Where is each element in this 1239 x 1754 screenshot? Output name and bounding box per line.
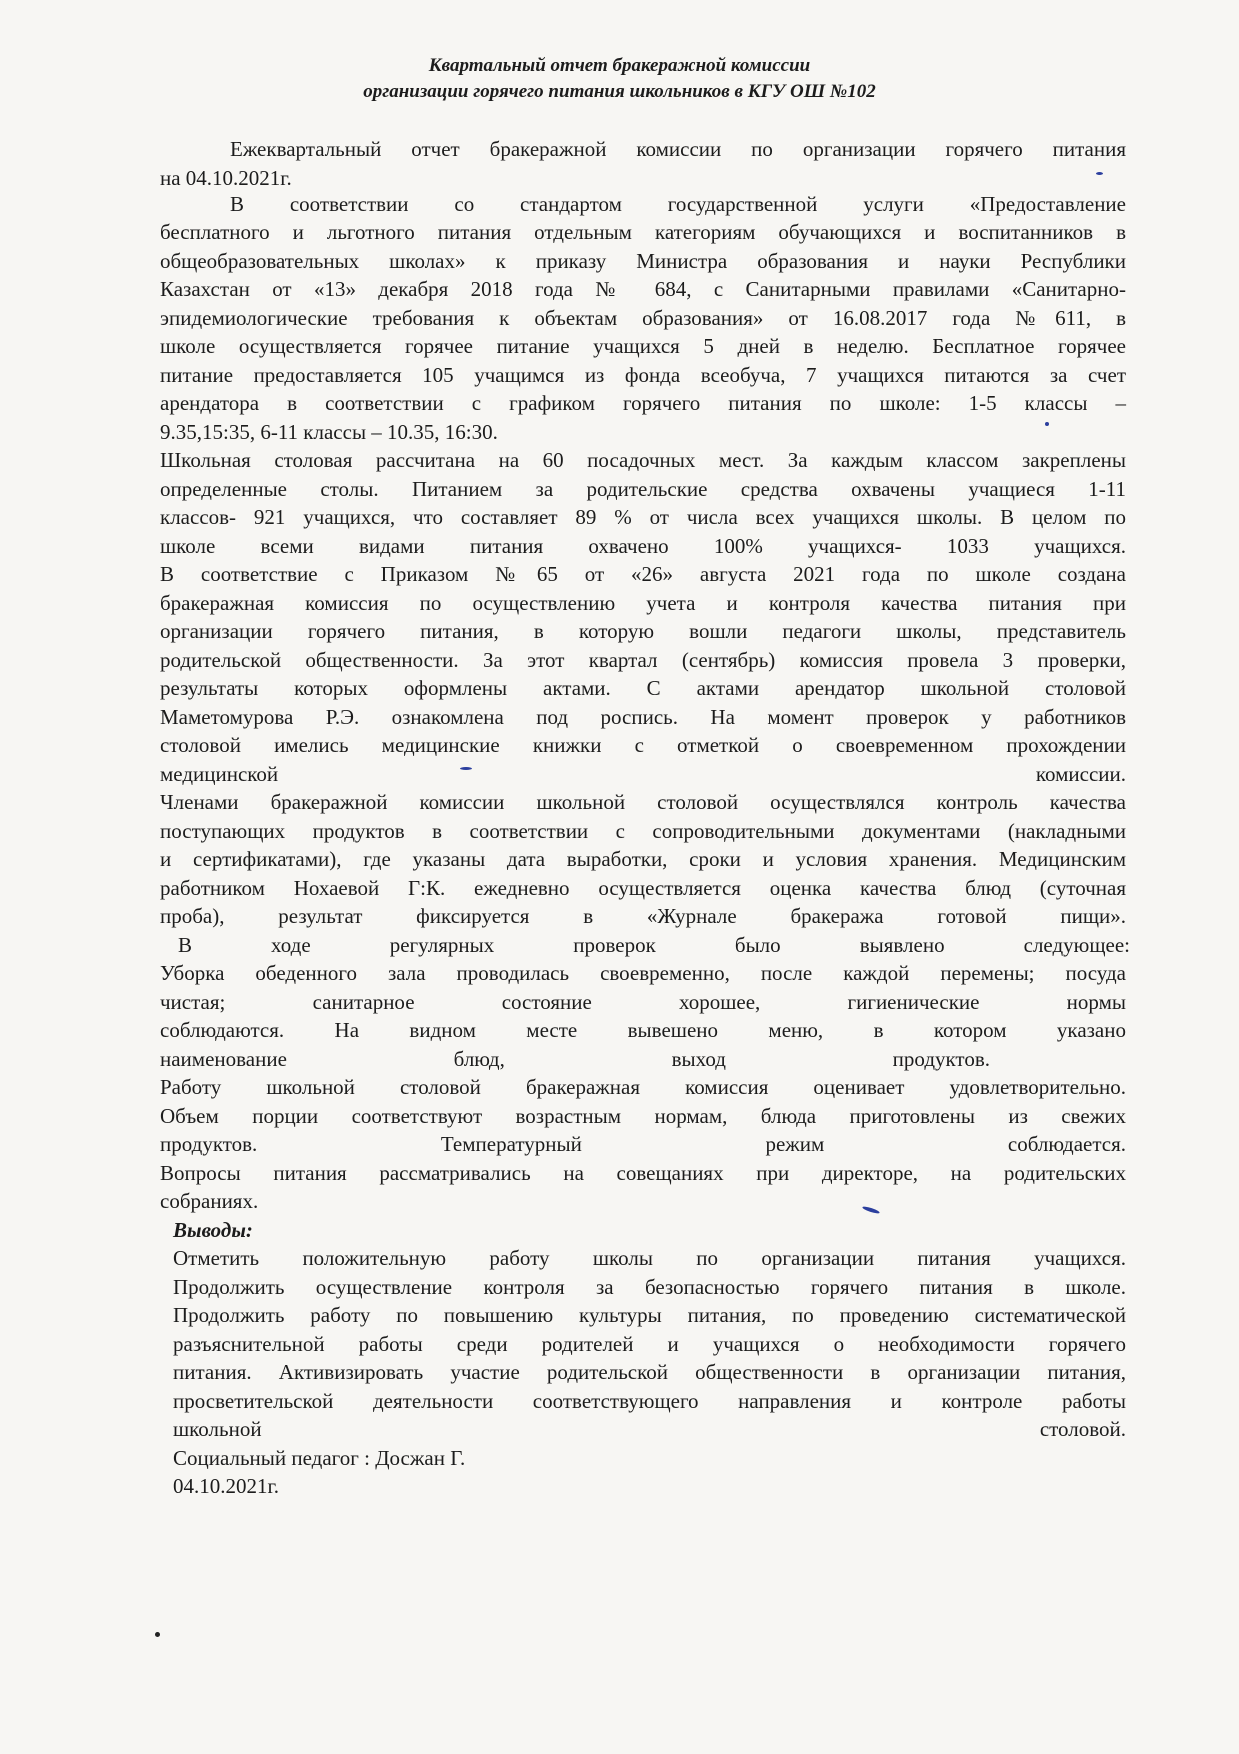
conclusions-heading: Выводы: xyxy=(173,1218,253,1242)
text-line: организации горячего питания, в которую вошли педагоги школы, представитель xyxy=(160,619,1126,643)
text-line: 9.35,15:35, 6-11 классы – 10.35, 16:30. xyxy=(160,420,498,444)
text-line: Работу школьной столовой бракеражная комиссия оценивает удовлетворительно. xyxy=(160,1075,1126,1099)
text-line: определенные столы. Питанием за родительские средства охвачены учащиеся 1-11 xyxy=(160,477,1126,501)
text-line: Казахстан от «13» декабря 2018 года № 684, с Санитарными правилами «Санитарно- xyxy=(160,277,1126,301)
text-line: поступающих продуктов в соответствии с сопроводительными документами (накладными xyxy=(160,819,1126,843)
text-line: бесплатного и льготного питания отдельным категориям обучающихся и воспитанников в xyxy=(160,220,1126,244)
document-date: 04.10.2021г. xyxy=(173,1474,279,1498)
ink-mark xyxy=(1096,172,1103,175)
text-line: продуктов. Температурный режим соблюдается. xyxy=(160,1132,1126,1156)
text-line: В соответствие с Приказом №65 от «26» августа 2021 года по школе создана xyxy=(160,562,1126,586)
text-line: школьной xyxy=(173,1417,262,1441)
text-line: общеобразовательных школах» к приказу Министра образования и науки Республики xyxy=(160,249,1126,273)
text-line: комиссии. xyxy=(1035,762,1126,786)
text-line: чистая; санитарное состояние хорошее, гигиенические нормы xyxy=(160,990,1126,1014)
text-line: медицинской xyxy=(160,762,279,786)
text-line: столовой. xyxy=(1039,1417,1126,1441)
text-line: В ходе регулярных проверок было выявлено следующее: xyxy=(178,933,1130,957)
text-line: просветительской деятельности соответствующего направления и контроле работы xyxy=(173,1389,1126,1413)
text-line: Продолжить работу по повышению культуры питания, по проведению систематической xyxy=(173,1303,1126,1327)
ink-mark xyxy=(1045,422,1049,426)
text-line: на 04.10.2021г. xyxy=(160,166,292,190)
text-line: питание предоставляется 105 учащимся из фонда всеобуча, 7 учащихся питаются за счет xyxy=(160,363,1126,387)
text-line: школе всеми видами питания охвачено 100% учащихся- 1033 учащихся. xyxy=(160,534,1126,558)
ink-mark xyxy=(862,1205,880,1214)
text-line: Ежеквартальный отчет бракеражной комиссии по организации горячего питания xyxy=(230,137,1126,161)
text-line: Вопросы питания рассматривались на совещаниях при директоре, на родительских xyxy=(160,1161,1126,1185)
text-line: Маметомурова Р.Э. ознакомлена под роспись. На момент проверок у работников xyxy=(160,705,1126,729)
text-line: наименование блюд, выход продуктов. xyxy=(160,1047,990,1071)
text-line: родительской общественности. За этот квартал (сентябрь) комиссия провела 3 проверки, xyxy=(160,648,1126,672)
text-line: и сертификатами), где указаны дата выработки, сроки и условия хранения. Медицинским xyxy=(160,847,1126,871)
text-line: проба), результат фиксируется в «Журнале бракеража готовой пищи». xyxy=(160,904,1126,928)
text-line: результаты которых оформлены актами. С актами арендатор школьной столовой xyxy=(160,676,1126,700)
text-line: Членами бракеражной комиссии школьной столовой осуществлялся контроль качества xyxy=(160,790,1126,814)
text-line: Уборка обеденного зала проводилась своевременно, после каждой перемены; посуда xyxy=(160,961,1126,985)
signature-line: Социальный педагог : Досжан Г. xyxy=(173,1446,466,1470)
text-line: столовой имелись медицинские книжки с отметкой о своевременном прохождении xyxy=(160,733,1126,757)
text-line: Объем порции соответствуют возрастным нормам, блюда приготовлены из свежих xyxy=(160,1104,1126,1128)
text-line: Отметить положительную работу школы по организации питания учащихся. xyxy=(173,1246,1126,1270)
text-line: бракеражная комиссия по осуществлению учета и контроля качества питания при xyxy=(160,591,1126,615)
text-line: школе осуществляется горячее питание учащихся 5 дней в неделю. Бесплатное горячее xyxy=(160,334,1126,358)
ink-mark xyxy=(155,1632,160,1637)
text-line: В соответствии со стандартом государственной услуги «Предоставление xyxy=(230,192,1126,216)
text-line: Школьная столовая рассчитана на 60 посадочных мест. За каждым классом закреплены xyxy=(160,448,1126,472)
text-line: эпидемиологические требования к объектам образования» от 16.08.2017 года №611, в xyxy=(160,306,1126,330)
text-line: питания. Активизировать участие родительской общественности в организации питания, xyxy=(173,1360,1126,1384)
text-line: арендатора в соответствии с графиком горячего питания по школе: 1-5 классы – xyxy=(160,391,1126,415)
document-title-line-1: Квартальный отчет бракеражной комиссии xyxy=(428,55,811,76)
text-line: соблюдаются. На видном месте вывешено меню, в котором указано xyxy=(160,1018,1126,1042)
ink-mark xyxy=(460,767,472,770)
text-line: работником Нохаевой Г:К. ежедневно осуществляется оценка качества блюд (суточная xyxy=(160,876,1126,900)
text-line: разъяснительной работы среди родителей и учащихся о необходимости горячего xyxy=(173,1332,1126,1356)
text-line: классов- 921 учащихся, что составляет 89 % от числа всех учащихся школы. В целом по xyxy=(160,505,1126,529)
text-line: Продолжить осуществление контроля за безопасностью горячего питания в школе. xyxy=(173,1275,1126,1299)
document-title-line-2: организации горячего питания школьников в КГУ ОШ №102 xyxy=(363,81,876,102)
text-line: собраниях. xyxy=(160,1189,259,1213)
